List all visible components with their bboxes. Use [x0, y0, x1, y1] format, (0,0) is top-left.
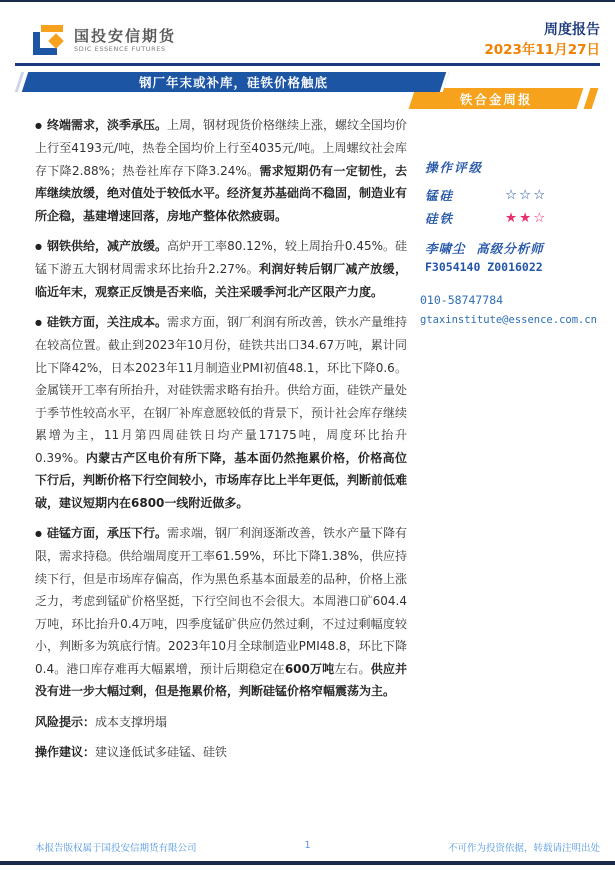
analyst-name: 李啸尘 — [425, 241, 466, 256]
top-window-edge — [0, 0, 615, 2]
star-rating-icon: ☆☆☆ — [505, 186, 548, 203]
report-type-label: 周度报告 — [544, 22, 600, 38]
star-rating-icon: ★★☆ — [505, 209, 548, 226]
rating-name: 硅铁 — [425, 210, 455, 226]
advice-note — [35, 741, 407, 764]
paragraph — [35, 311, 407, 514]
report-date: 2023年11月27日 — [484, 42, 600, 58]
risk-note — [35, 711, 407, 734]
advice-note-label: 操作建议： — [35, 745, 96, 759]
text-segment: 硅铁方面，关注成本。 — [46, 315, 167, 329]
footer-copyright: 本报告版权属于国投安信期货有限公司 — [35, 843, 197, 854]
rating-section-title: 操作评级 — [425, 160, 484, 175]
company-name: 国投安信期货 — [74, 26, 177, 45]
bullet-icon: ● — [35, 317, 42, 327]
text-segment: 需求端，钢厂利润逐渐改善，铁水产量下降有限，需求持稳。供给端周度开工率61.59%，环比下降1.38%，供应持续下行，但是市场库存偏高，作为黑色系基本面最差的品种，价格上涨乏力，考虑到锰矿价格坚挺，下行空间也不会很大。本周港口矿604.4万吨，环比抬升0.4万吨，四季度锰矿供应仍然过剩，不过过剩幅度较小，判断多为筑底行情。2023年10月全球制造业PMI48.8，环比下降0.4。港口库存难再大幅累增，预计后期稳定在 — [35, 526, 408, 676]
rating-row — [425, 183, 603, 206]
text-segment: 高炉开工率80.12%，较上周抬升0.45%。硅锰下游五大钢材周需求环比抬升2.27%。 — [35, 239, 407, 276]
analyst-title: 高级分析师 — [476, 241, 544, 256]
contact-email: gtaxinstitute@essence.com.cn — [420, 314, 598, 326]
company-logo-text — [74, 28, 176, 53]
rating-name: 锰硅 — [425, 187, 455, 203]
paragraph — [35, 235, 407, 303]
paragraph — [35, 522, 407, 703]
text-segment: 利润好转后钢厂减产放缓，临近年末，观察正反馈是否来临，关注采暖季河北产区限产力度。 — [35, 262, 407, 299]
text-segment: 600万吨 — [284, 661, 335, 676]
text-segment: 硅锰方面，承压下行。 — [46, 526, 167, 540]
rating-rows — [425, 183, 603, 229]
company-logo — [30, 22, 176, 58]
header-right — [484, 20, 600, 60]
footer-disclaimer: 不可作为投资依据，转载请注明出处 — [447, 843, 600, 854]
text-segment: 钢铁供给，减产放缓。 — [47, 239, 168, 253]
report-body — [35, 114, 407, 772]
bullet-icon: ● — [35, 120, 42, 130]
risk-note-label: 风险提示： — [35, 714, 96, 729]
text-segment: 供应并没有进一步大幅过剩，但是拖累价格，判断硅锰价格窄幅震荡为主。 — [35, 661, 407, 698]
banner-right-slash-decoration — [584, 88, 599, 109]
report-tag: 铁合金周报 — [459, 91, 533, 107]
report-title: 钢厂年末或补库，硅铁价格触底 — [139, 75, 329, 90]
bottom-window-edge — [0, 861, 615, 865]
header-divider — [15, 63, 600, 66]
report-footer — [0, 840, 615, 856]
paragraph — [35, 114, 407, 227]
text-segment: 内蒙古产区电价有所下降，基本面仍然拖累价格，价格高位下行后，判断价格下行空间较小，市场库存比上半年更低，判断前低难破，建议短期内在6800一线附近做多。 — [35, 450, 408, 510]
company-logo-icon — [30, 22, 66, 58]
text-segment: 需求方面，钢厂利润有所改善，铁水产量维持在较高位置。截止到2023年10月份，硅铁共出口34.67万吨，累计同比下降42%，日本2023年11月制造业PMI初值48.1，环比下降0.6。金属镁开工率有所抬升，对硅铁需求略有抬升。供给方面，硅铁产量处于季节性较高水平，在钢厂补库意愿较低的背景下，预计社会库存继续累增为主，11月第四周硅铁日均产量17175吨，周度环比抬升0.39%。 — [35, 315, 408, 465]
analyst-certificates: F3054140 Z0016022 — [425, 260, 543, 274]
analyst-info — [425, 239, 544, 257]
body-paragraphs — [35, 114, 407, 703]
footer-page-number: 1 — [304, 840, 311, 851]
advice-note-text: 建议逢低试多硅锰、硅铁 — [95, 745, 228, 759]
risk-note-text: 成本支撑坍塌 — [95, 714, 168, 729]
company-name-en: SDIC ESSENCE FUTURES — [74, 44, 166, 53]
contact-phone: 010-58747784 — [420, 293, 504, 307]
bullet-icon: ● — [35, 528, 42, 538]
text-segment: 需求短期仍有一定韧性，去库继续放缓，绝对值处于较低水平。经济复苏基础尚不稳固，制造业有所企稳，基建增速回落，房地产整体依然疲弱。 — [35, 163, 408, 223]
text-segment: 上周，钢材现货价格继续上涨，螺纹全国均价上行至4193元/吨，热卷全国均价上行至4035元/吨。上周螺纹社会库存下降2.88%；热卷社库存下降3.24%。 — [35, 118, 408, 178]
bullet-icon: ● — [35, 241, 42, 251]
rating-row — [425, 206, 603, 229]
text-segment: 终端需求，淡季承压。 — [46, 118, 167, 132]
text-segment: 左右。 — [334, 661, 371, 676]
report-title-banner — [22, 72, 449, 92]
